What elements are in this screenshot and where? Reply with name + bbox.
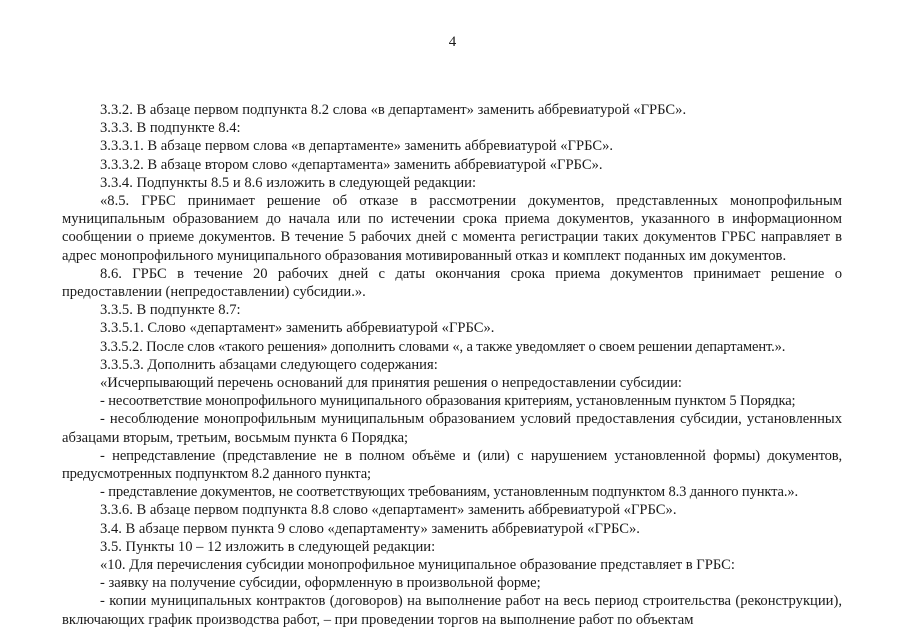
paragraph: 3.3.5. В подпункте 8.7: [100,302,241,319]
paragraph: - копии муниципальных контрактов (договоров) на выполнение работ на весь период строительства (реконструкции), включающих график производства работ, – при проведении торгов на выполнение работ по объектам [62,593,842,628]
paragraph: 3.3.5.1. Слово «департамент» заменить аббревиатурой «ГРБС». [100,320,495,337]
paragraph: 3.4. В абзаце первом пункта 9 слово «департаменту» заменить аббревиатурой «ГРБС». [100,520,640,537]
paragraph: 3.3.5.3. Дополнить абзацами следующего содержания: [100,356,438,373]
paragraph: 3.3.6. В абзаце первом подпункта 8.8 слово «департамент» заменить аббревиатурой «ГРБС». [100,502,677,519]
paragraph: - несоответствие монопрофильного муниципального образования критериям, установленным пунктом 5 Порядка; [100,393,796,410]
paragraph: 3.3.3. В подпункте 8.4: [100,120,241,137]
paragraph: 8.6. ГРБС в течение 20 рабочих дней с даты окончания срока приема документов принимает решение о предоставлении (непредоставлении) субсидии.». [62,265,842,301]
paragraph: 3.5. Пункты 10 – 12 изложить в следующей редакции: [100,538,436,555]
paragraph: «Исчерпывающий перечень оснований для принятия решения о непредоставлении субсидии: [100,375,682,392]
paragraph: 3.3.5.2. После слов «такого решения» дополнить словами «, а также уведомляет о своем решении департамент.». [100,338,786,355]
paragraph: 3.3.3.2. В абзаце втором слово «департамента» заменить аббревиатурой «ГРБС». [100,156,603,173]
paragraph: 3.3.4. Подпункты 8.5 и 8.6 изложить в следующей редакции: [100,174,477,191]
paragraph: 3.3.2. В абзаце первом подпункта 8.2 слова «в департамент» заменить аббревиатурой «ГРБС». [100,102,687,118]
document-body [62,101,842,629]
paragraph: - представление документов, не соответствующих требованиям, установленным подпунктом 8.3 данного пункта.». [100,484,799,501]
paragraph: - несоблюдение монопрофильным муниципальным образованием условий предоставления субсидии, установленных абзацами вторым, третьим, восьмым пункта 6 Порядка; [62,411,842,446]
paragraph: - заявку на получение субсидии, оформленную в произвольной форме; [100,575,541,592]
paragraph: «8.5. ГРБС принимает решение об отказе в рассмотрении документов, представленных монопрофильным муниципальным образованием до начала или по истечении срока приема документов, указанного в информационном сообщении о приеме документов. В течение 5 рабочих дней с момента регистрации таких документов ГРБС направляет в адрес монопрофильного муниципального образования мотивированный отказ и комплект поданных им документов. [62,193,842,264]
paragraph: 3.3.3.1. В абзаце первом слова «в департаменте» заменить аббревиатурой «ГРБС». [100,138,614,155]
paragraph: «10. Для перечисления субсидии монопрофильное муниципальное образование представляет в ГРБС: [100,557,735,574]
paragraph: - непредставление (представление не в полном объёме и (или) с нарушением установленной формы) документов, предусмотренных подпунктом 8.2 данного пункта; [62,447,842,483]
page-number: 4 [448,34,457,50]
